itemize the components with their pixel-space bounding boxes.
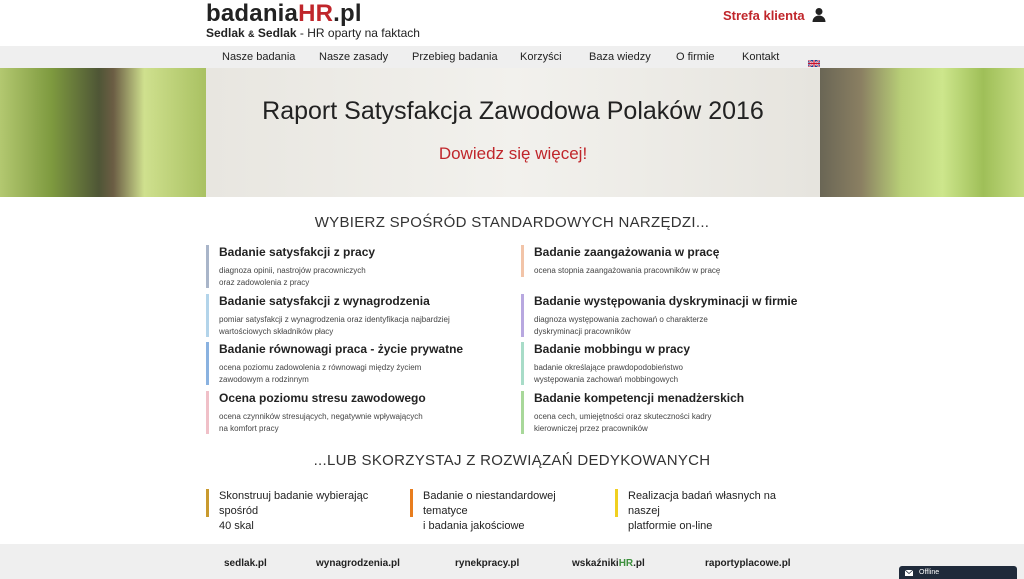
tool-salary-satisfaction[interactable] [206, 294, 506, 337]
nav-item-about[interactable]: O firmie [676, 51, 715, 63]
tool-desc: badanie określające prawdopodobieństwo występowania zachowań mobbingowych [534, 363, 683, 384]
dedicated-custom-topic[interactable] [410, 489, 600, 532]
tool-desc: pomiar satysfakcji z wynagrodzenia oraz identyfikacja najbardziej wartościowych składników płacy [219, 315, 450, 336]
nav-item-contact[interactable]: Kontakt [742, 51, 780, 63]
hero-panel [206, 68, 820, 197]
footer-link-wskaznikihr[interactable]: wskaźnikiHR.pl [572, 558, 645, 569]
tagline-rest: - HR oparty na faktach [296, 26, 420, 40]
hero-banner[interactable] [0, 68, 1024, 197]
tool-title: Ocena poziomu stresu zawodowego [219, 391, 426, 405]
logo[interactable] [206, 0, 362, 28]
hero-tree-image-left [0, 68, 206, 197]
user-icon [811, 7, 827, 23]
tagline-name-2: Sedlak [257, 26, 297, 40]
footer [0, 544, 1024, 579]
nav-item-benefits[interactable]: Korzyści [520, 51, 562, 63]
tagline-name-1: Sedlak [206, 26, 245, 40]
nav-item-knowledge-base[interactable]: Baza wiedzy [589, 51, 651, 63]
chat-status: Offline [919, 569, 940, 576]
dedicated-section-title: ...LUB SKORZYSTAJ Z ROZWIĄZAŃ DEDYKOWANYCH [313, 452, 711, 469]
footer-link-sedlak[interactable]: sedlak.pl [224, 558, 267, 569]
tool-engagement[interactable] [521, 245, 821, 277]
uk-flag-icon[interactable] [808, 54, 820, 61]
tool-desc: diagnoza występowania zachowań o charakterze dyskryminacji pracowników [534, 315, 708, 336]
tool-job-satisfaction[interactable] [206, 245, 506, 288]
tool-title: Badanie kompetencji menadżerskich [534, 391, 745, 405]
tool-title: Badanie zaangażowania w pracę [534, 245, 720, 259]
tagline [206, 26, 420, 40]
tool-desc: ocena poziomu zadowolenia z równowagi między życiem zawodowym a rodzinnym [219, 363, 422, 384]
tool-mobbing[interactable] [521, 342, 821, 385]
main-nav [0, 46, 1024, 68]
footer-link-wynagrodzenia[interactable]: wynagrodzenia.pl [316, 558, 400, 569]
logo-tld: .pl [333, 0, 362, 27]
tool-title: Badanie równowagi praca - życie prywatne [219, 342, 464, 356]
tool-desc: ocena stopnia zaangażowania pracowników w pracę [534, 266, 721, 275]
header [0, 0, 1024, 46]
tagline-amp: & [248, 29, 255, 39]
client-zone-label: Strefa klienta [723, 7, 805, 23]
tool-work-life-balance[interactable] [206, 342, 506, 385]
footer-link-raportyplacowe[interactable]: raportyplacowe.pl [705, 558, 791, 569]
dedicated-text: Badanie o niestandardowej tematyce i badania jakościowe [423, 490, 556, 532]
nav-item-our-research[interactable]: Nasze badania [222, 51, 296, 63]
hero-title: Raport Satysfakcja Zawodowa Polaków 2016 [262, 97, 764, 125]
tool-desc: ocena czynników stresujących, negatywnie wpływających na komfort pracy [219, 412, 423, 433]
hero-cta-link[interactable]: Dowiedz się więcej! [438, 144, 588, 163]
tool-desc: diagnoza opinii, nastrojów pracowniczych oraz zadowolenia z pracy [219, 266, 366, 287]
dedicated-own-platform[interactable] [615, 489, 805, 532]
logo-main: badania [206, 0, 299, 27]
nav-item-our-principles[interactable]: Nasze zasady [319, 51, 389, 63]
dedicated-custom-scales[interactable] [206, 489, 396, 532]
footer-link-rynekpracy[interactable]: rynekpracy.pl [455, 558, 520, 569]
chat-widget[interactable] [899, 566, 1017, 579]
hero-tree-image-right [820, 68, 1024, 197]
tool-title: Badanie występowania dyskryminacji w firmie [534, 294, 798, 308]
client-zone-link[interactable] [723, 7, 827, 23]
tool-title: Badanie satysfakcji z pracy [219, 245, 376, 259]
nav-item-research-process[interactable]: Przebieg badania [412, 51, 498, 63]
envelope-icon [905, 570, 913, 576]
tool-title: Badanie satysfakcji z wynagrodzenia [219, 294, 430, 308]
logo-hr: HR [298, 0, 334, 27]
tool-managerial-competence[interactable] [521, 391, 821, 434]
tools-section-title: WYBIERZ SPOŚRÓD STANDARDOWYCH NARZĘDZI... [314, 214, 710, 231]
tool-discrimination[interactable] [521, 294, 821, 337]
dedicated-text: Skonstruuj badanie wybierając spośród 40 skal [219, 490, 369, 532]
dedicated-text: Realizacja badań własnych na naszej platformie on-line [628, 490, 776, 532]
tool-occupational-stress[interactable] [206, 391, 506, 434]
tool-desc: ocena cech, umiejętności oraz skuteczności kadry kierowniczej przez pracowników [534, 412, 712, 433]
tool-title: Badanie mobbingu w pracy [534, 342, 691, 356]
